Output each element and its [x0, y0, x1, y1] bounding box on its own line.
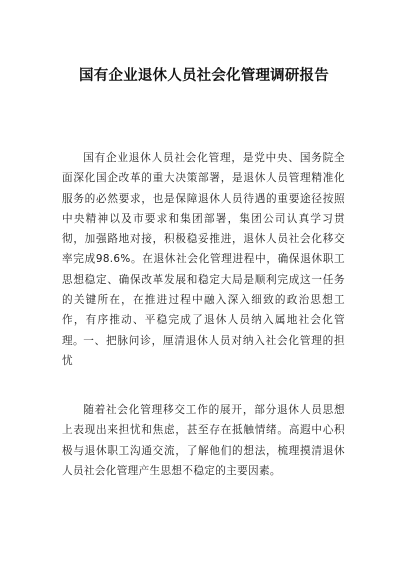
section-heading-1: 一、把脉问诊，厘清退休人员对纳入社会化管理的担忧 [62, 335, 345, 368]
paragraph-intro-text-before: 国有企业退休人员社会化管理，是党中央、国务院全面深化国企改革的重大决策部署，是退休人员管理精准化服务的必然要求，也是保障退休人员待遇的重要途径按照中央精神以及市要求和集团部署，集团公司认真学习贯彻，加强路地对接，积极稳妥推进，退休人员社会化移交率完成 [62, 152, 345, 266]
paragraph-section-1: 随着社会化管理移交工作的展开，部分退休人员思想上表现出来担忧和焦虑，甚至存在抵触情绪。高遐中心积极与退休职工沟通交流，了解他们的想法，梳理摸清退休人员社会化管理产生思想不稳定的主要因素。 [62, 404, 345, 477]
paragraph-intro-text-after: 。在退休社会化管理进程中，确保退休职工思想稳定、确保改革发展和稳定大局是顺利完成这一任务的关键所在，在推进过程中融入深入细致的政治思想工作，有序推动、平稳完成了退休人员纳入属地社会化管理。 [62, 253, 345, 347]
document-title: 国有企业退休人员社会化管理调研报告 [79, 68, 329, 84]
transfer-rate: 98.6% [95, 253, 131, 266]
paragraph-intro [62, 148, 345, 351]
